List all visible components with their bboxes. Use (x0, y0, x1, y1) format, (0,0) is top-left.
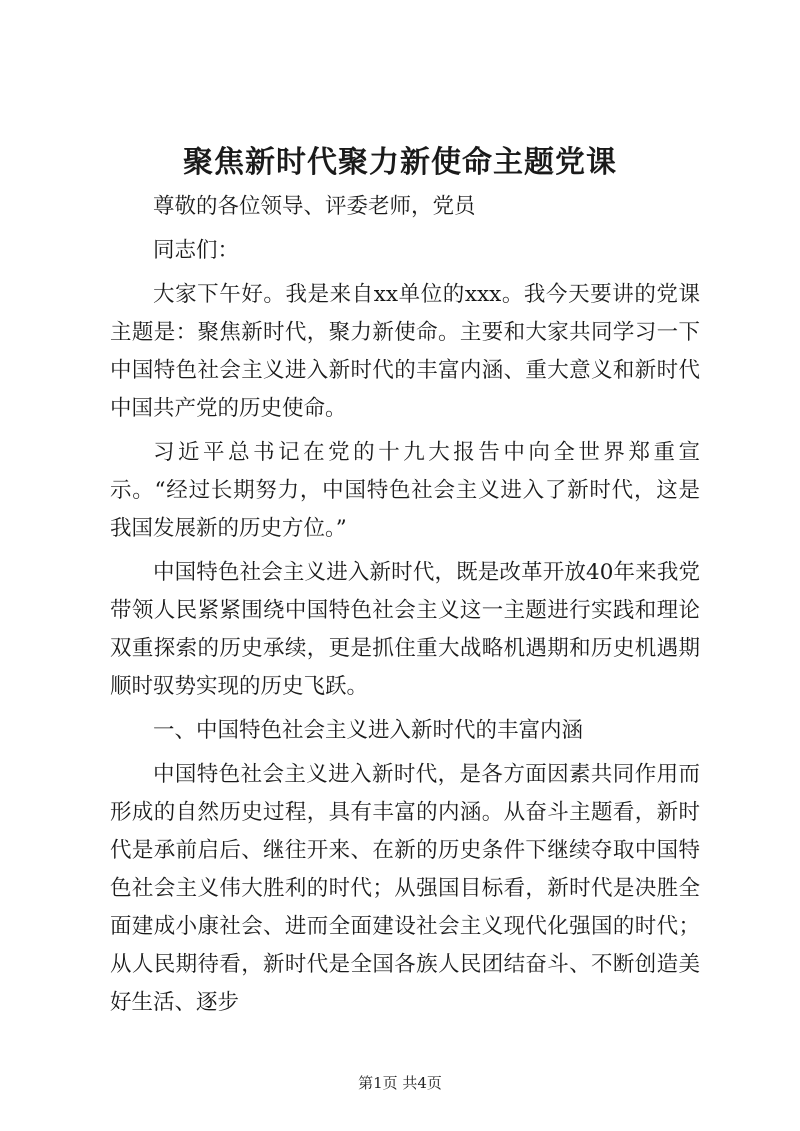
salutation-line-2: 同志们： (153, 238, 240, 263)
salutation-line-1: 尊敬的各位领导、评委老师，党员 (153, 194, 476, 219)
document-body (110, 188, 700, 1022)
page-indicator: 第1页 共4页 (358, 1074, 442, 1092)
paragraph-historical: 中国特色社会主义进入新时代，既是改革开放40年来我党带领人民紧紧围绕中国特色社会主义这一主题进行实践和理论双重探索的历史承续，更是抓住重大战略机遇期和历史机遇期顺时驭势实现的历史飞跃。 (110, 560, 700, 699)
paragraph-quote: 习近平总书记在党的十九大报告中向全世界郑重宣示。“经过长期努力，中国特色社会主义进入了新时代，这是我国发展新的历史方位。” (110, 440, 700, 541)
paragraph-section-1: 中国特色社会主义进入新时代，是各方面因素共同作用而形成的自然历史过程，具有丰富的内涵。从奋斗主题看，新时代是承前启后、继往开来、在新的历史条件下继续夺取中国特色社会主义伟大胜利的时代；从强国目标看，新时代是决胜全面建成小康社会、进而全面建设社会主义现代化强国的时代；从人民期待看，新时代是全国各族人民团结奋斗、不断创造美好生活、逐步 (110, 762, 700, 1015)
section-heading-1: 一、中国特色社会主义进入新时代的丰富内涵 (153, 718, 584, 743)
document-title: 聚焦新时代聚力新使命主题党课 (183, 145, 617, 180)
paragraph-intro: 大家下午好。我是来自xx单位的xxx。我今天要讲的党课主题是：聚焦新时代，聚力新使命。主要和大家共同学习一下中国特色社会主义进入新时代的丰富内涵、重大意义和新时代中国共产党的历史使命。 (110, 282, 700, 421)
page-footer (0, 1073, 800, 1093)
